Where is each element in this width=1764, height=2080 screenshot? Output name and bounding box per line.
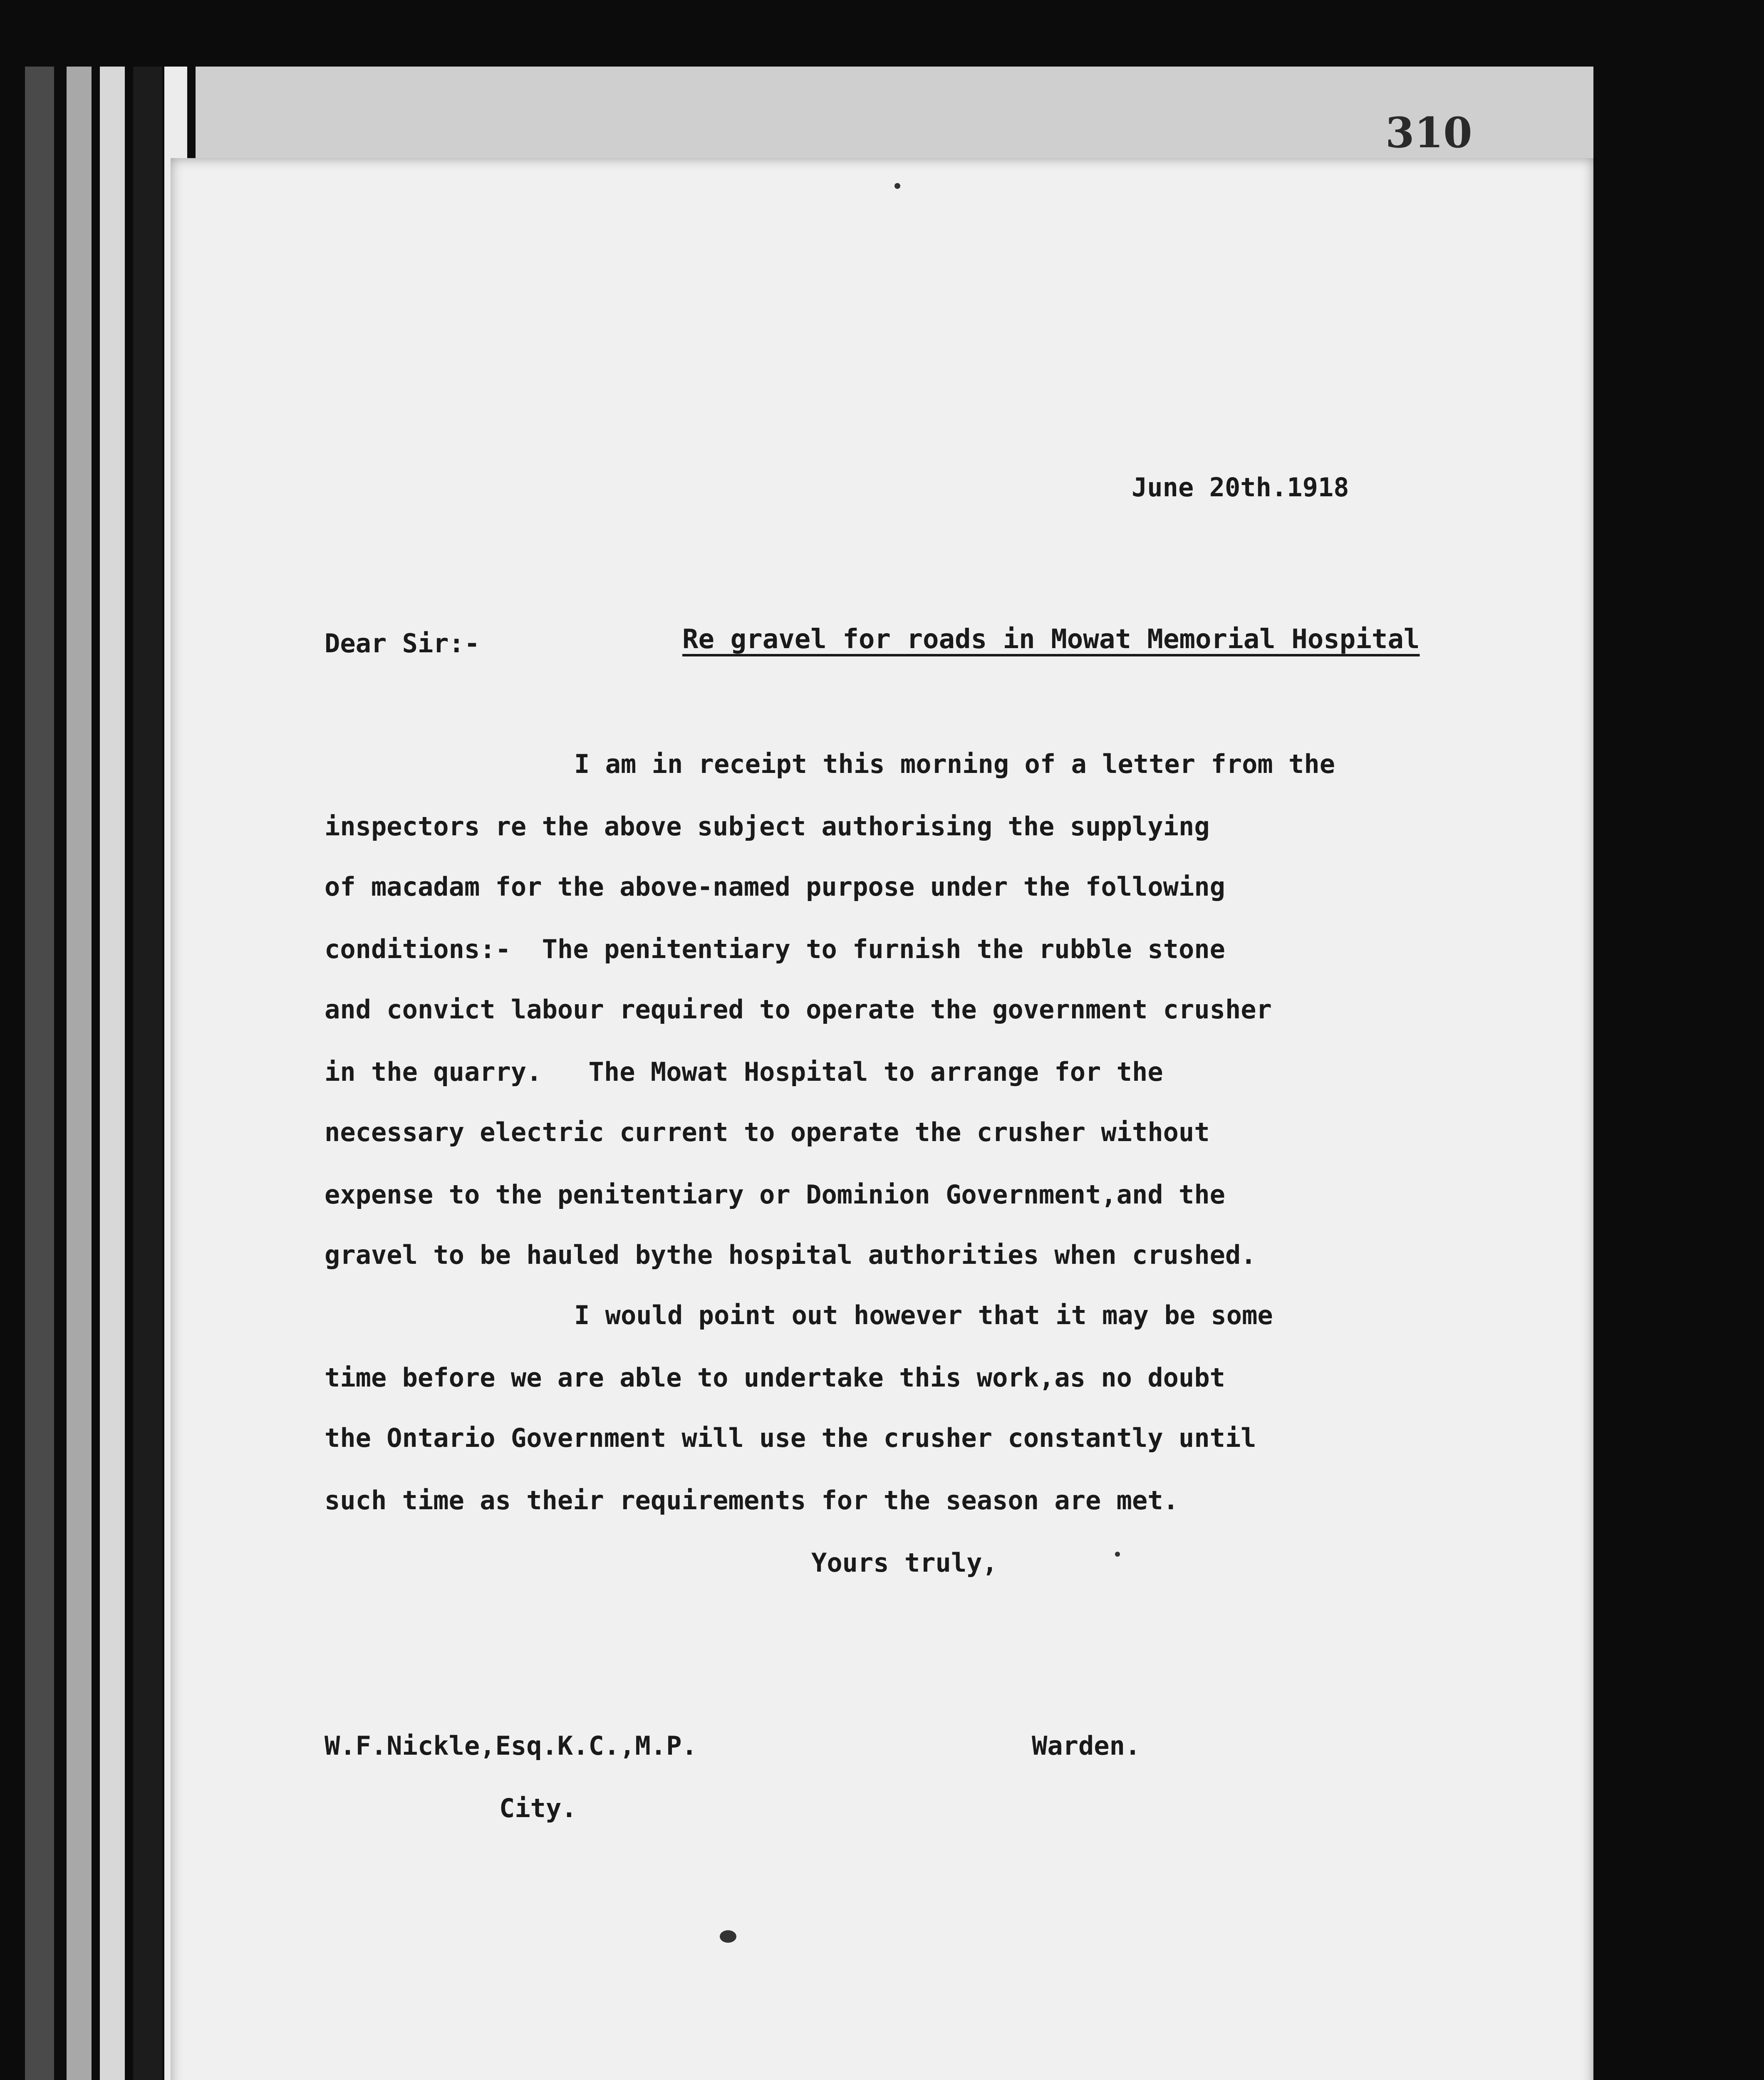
body-line: of macadam for the above-named purpose under the following	[325, 872, 1225, 902]
binder-shadow-strip	[133, 67, 162, 2080]
page-number: 310	[1385, 108, 1472, 157]
body-line: in the quarry. The Mowat Hospital to arrange for the	[325, 1057, 1163, 1087]
film-edge-strip	[25, 67, 54, 2080]
body-line: and convict labour required to operate the government crusher	[325, 994, 1272, 1025]
letter-date: June 20th.1918	[1132, 472, 1349, 503]
body-line: conditions:- The penitentiary to furnish the rubble stone	[325, 934, 1225, 964]
body-line: the Ontario Government will use the crusher constantly until	[325, 1423, 1256, 1453]
body-line: such time as their requirements for the season are met.	[325, 1485, 1179, 1515]
paper-speck	[1115, 1552, 1120, 1557]
closing: Yours truly,	[811, 1548, 998, 1578]
binder-edge-strip	[67, 67, 92, 2080]
paper-speck	[720, 1930, 736, 1943]
body-line: necessary electric current to operate the crusher without	[325, 1117, 1210, 1147]
body-line: I am in receipt this morning of a letter from the	[574, 749, 1335, 779]
recipient-name: W.F.Nickle,Esq.K.C.,M.P.	[325, 1731, 697, 1761]
body-line: gravel to be hauled bythe hospital authorities when crushed.	[325, 1240, 1256, 1270]
body-line: I would point out however that it may be some	[574, 1300, 1273, 1330]
paper-speck	[894, 183, 900, 189]
body-line: expense to the penitentiary or Dominion Government,and the	[325, 1179, 1225, 1210]
binder-edge-strip	[100, 67, 125, 2080]
signature-title: Warden.	[1032, 1731, 1141, 1761]
salutation: Dear Sir:-	[325, 628, 480, 659]
body-line: time before we are able to undertake this work,as no doubt	[325, 1362, 1225, 1393]
recipient-city: City.	[499, 1793, 577, 1823]
body-line: inspectors re the above subject authorising the supplying	[325, 811, 1210, 842]
subject-line: Re gravel for roads in Mowat Memorial Hospital	[682, 624, 1420, 655]
